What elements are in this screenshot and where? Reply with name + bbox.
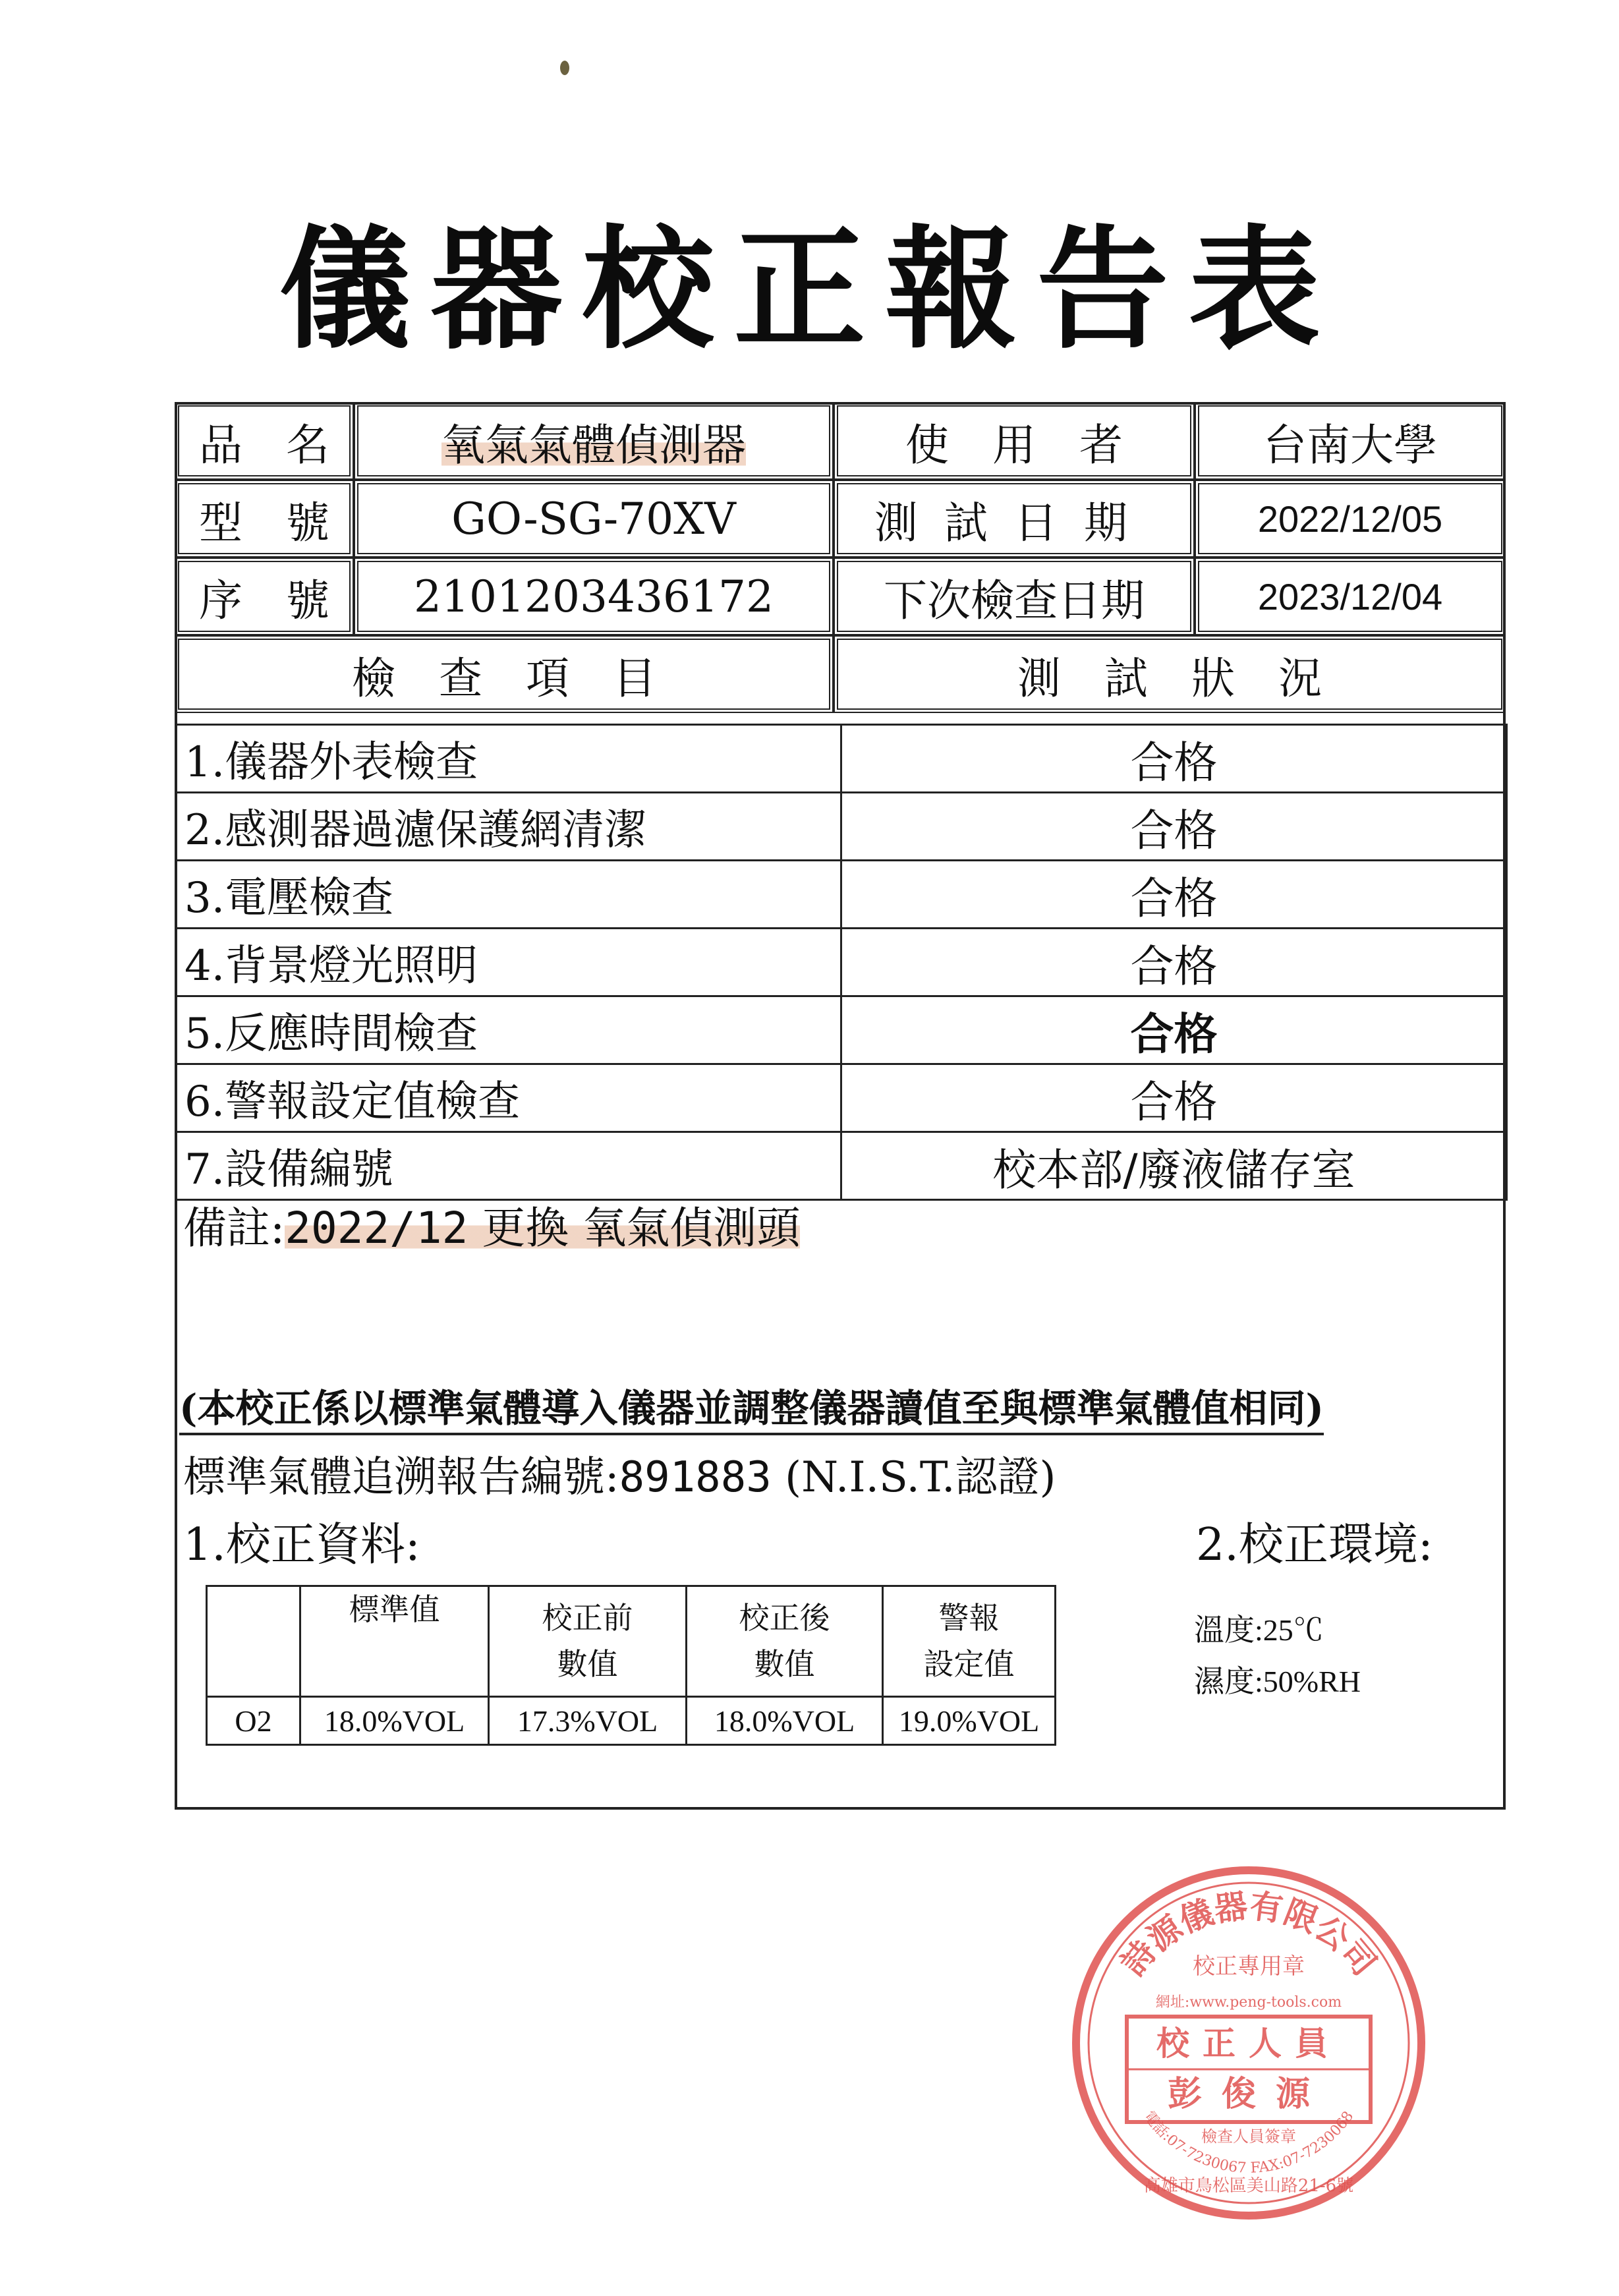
cal-header-blank xyxy=(207,1586,300,1697)
stamp-name: 彭俊源 xyxy=(1167,2074,1330,2114)
remark-content xyxy=(285,1203,800,1253)
calibration-notice: (本校正係以標準氣體導入儀器並調整儀器讀值至與標準氣體值相同) xyxy=(179,1377,1324,1435)
cal-header-before: 校正前 數值 xyxy=(489,1586,687,1697)
document-title: 儀器校正報告表 xyxy=(279,212,1340,367)
item-result: 校本部/廢液儲存室 xyxy=(841,1132,1507,1200)
remark-text: 更換 氧氣偵測頭 xyxy=(482,1203,801,1253)
next-date-label: 下次檢查日期 xyxy=(834,558,1195,635)
item-result: 合格 xyxy=(841,929,1507,996)
item-result: 合格 xyxy=(841,861,1507,929)
calibration-value-row xyxy=(207,1697,1056,1745)
remark xyxy=(183,1193,800,1255)
table-row xyxy=(176,929,1507,996)
info-table xyxy=(175,402,1506,713)
stamp-company: 詩源儀器有限公司 xyxy=(1113,1885,1384,1983)
next-date-value: 2023/12/04 xyxy=(1195,558,1506,635)
calibration-header-row xyxy=(207,1586,1056,1697)
check-items-table xyxy=(175,724,1508,1201)
section-calibration-environment: 2.校正環境: xyxy=(1196,1519,1433,1571)
info-row-headers xyxy=(175,635,1506,713)
model-label: 型 號 xyxy=(175,480,354,558)
user-value: 台南大學 xyxy=(1195,402,1506,480)
item-result: 合格 xyxy=(841,793,1507,861)
items-header: 檢 查 項 目 xyxy=(175,635,834,713)
serial-value: 2101203436172 xyxy=(354,558,834,635)
stamp-purpose: 校正專用章 xyxy=(1193,1953,1305,1980)
item-label: 5.反應時間檢查 xyxy=(176,996,841,1064)
item-result: 合格 xyxy=(841,725,1507,793)
product-value xyxy=(354,402,834,480)
environment-info xyxy=(1194,1605,1361,1708)
test-date-value: 2022/12/05 xyxy=(1195,480,1506,558)
cal-alarm-value: 19.0%VOL xyxy=(883,1697,1056,1745)
paper-speck xyxy=(560,61,569,75)
item-label: 2.感測器過濾保護網清潔 xyxy=(176,793,841,861)
item-label: 7.設備編號 xyxy=(176,1132,841,1200)
cal-standard-value: 18.0%VOL xyxy=(300,1697,489,1745)
info-row-product xyxy=(175,402,1506,480)
item-label: 3.電壓檢查 xyxy=(176,861,841,929)
table-row xyxy=(176,861,1507,929)
item-label: 6.警報設定值檢查 xyxy=(176,1064,841,1132)
cal-before-value: 17.3%VOL xyxy=(489,1697,687,1745)
item-result: 合格 xyxy=(841,1064,1507,1132)
stamp-line: 檢查人員簽章 xyxy=(1201,2127,1296,2146)
stamp-website: 網址:www.peng-tools.com xyxy=(1155,1994,1342,2011)
item-label: 1.儀器外表檢查 xyxy=(176,725,841,793)
temperature: 溫度:25℃ xyxy=(1194,1613,1324,1647)
cal-gas: O2 xyxy=(207,1697,300,1745)
table-row xyxy=(176,996,1507,1064)
table-row xyxy=(176,1132,1507,1200)
item-label: 4.背景燈光照明 xyxy=(176,929,841,996)
remark-label: 備註: xyxy=(183,1203,285,1253)
section-calibration-data: 1.校正資料: xyxy=(183,1519,420,1571)
trace-cert: (N.I.S.T.認證) xyxy=(785,1453,1056,1502)
info-row-model xyxy=(175,480,1506,558)
cal-header-after: 校正後 數值 xyxy=(687,1586,883,1697)
stamp-role: 校正人員 xyxy=(1156,2024,1341,2063)
table-row xyxy=(176,793,1507,861)
model-value: GO-SG-70XV xyxy=(354,480,834,558)
cal-header-standard: 標準值 xyxy=(300,1586,489,1697)
cal-after-value: 18.0%VOL xyxy=(687,1697,883,1745)
calibration-table xyxy=(206,1585,1056,1746)
serial-label: 序 號 xyxy=(175,558,354,635)
product-value-text: 氧氣氣體偵測器 xyxy=(441,419,746,471)
stamp-address: 高雄市鳥松區美山路21-6號 xyxy=(1143,2176,1354,2196)
info-row-serial xyxy=(175,558,1506,635)
user-label: 使 用 者 xyxy=(834,402,1195,480)
trace-label: 標準氣體追溯報告編號: xyxy=(183,1453,619,1502)
status-header: 測 試 狀 況 xyxy=(834,635,1506,713)
product-label: 品 名 xyxy=(175,402,354,480)
stamp-phone: 電話:07-7230067 FAX:07-7230068 xyxy=(1140,2108,1357,2177)
trace-number: 891883 xyxy=(619,1453,772,1502)
trace-report xyxy=(183,1443,1056,1504)
remark-date: 2022/12 xyxy=(285,1203,469,1253)
cal-header-alarm: 警報 設定值 xyxy=(883,1586,1056,1697)
table-row xyxy=(176,725,1507,793)
table-row xyxy=(176,1064,1507,1132)
test-date-label: 測試日期 xyxy=(834,480,1195,558)
company-seal-stamp xyxy=(1064,1858,1433,2227)
humidity: 濕度:50%RH xyxy=(1194,1665,1361,1698)
item-result: 合格 xyxy=(841,996,1507,1064)
